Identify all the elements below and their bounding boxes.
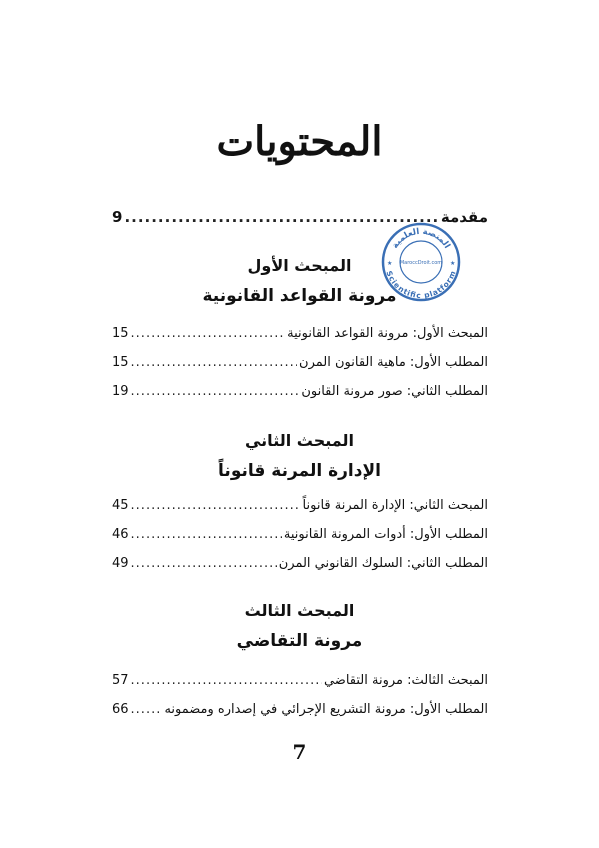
section-heading: المبحث الثالث bbox=[244, 601, 355, 620]
toc-page-number: 15 bbox=[112, 355, 129, 370]
toc-page-number: 15 bbox=[112, 326, 129, 341]
toc-label: مقدمة bbox=[440, 208, 488, 226]
section-heading: المبحث الثاني bbox=[244, 431, 354, 450]
toc-page-number: 9 bbox=[112, 208, 123, 226]
leader-dots bbox=[131, 498, 301, 513]
leader-dots bbox=[131, 673, 322, 688]
toc-label: المطلب الأول: أدوات المرونة القانونية bbox=[283, 527, 488, 542]
toc-page-number: 19 bbox=[112, 384, 129, 399]
toc-page-number: 66 bbox=[112, 702, 129, 717]
toc-entry bbox=[112, 527, 488, 549]
toc-entry bbox=[112, 556, 488, 578]
scientific-platform-stamp bbox=[381, 222, 461, 302]
toc-entry bbox=[112, 355, 488, 377]
toc-label: المطلب الأول: ماهية القانون المرن bbox=[299, 355, 488, 370]
leader-dots bbox=[131, 326, 286, 341]
section-subheading: مرونة التقاضي bbox=[236, 631, 363, 651]
page-number: 7 bbox=[292, 740, 307, 764]
leader-dots bbox=[131, 556, 277, 571]
toc-page-number: 57 bbox=[112, 673, 129, 688]
toc-entry bbox=[112, 673, 488, 695]
leader-dots bbox=[131, 384, 300, 399]
leader-dots bbox=[131, 702, 163, 717]
page-title: المحتويات bbox=[216, 118, 383, 165]
star-icon: ★ bbox=[387, 260, 393, 267]
toc-entry bbox=[112, 498, 488, 520]
toc-page-number: 46 bbox=[112, 527, 129, 542]
star-icon: ★ bbox=[450, 260, 456, 267]
toc-label: المبحث الأول: مرونة القواعد القانونية bbox=[287, 326, 488, 341]
toc-entry bbox=[112, 384, 488, 406]
toc-page-number: 45 bbox=[112, 498, 129, 513]
leader-dots bbox=[131, 355, 298, 370]
toc-label: المطلب الأول: مرونة التشريع الإجرائي في إصداره ومضمونه bbox=[164, 702, 488, 717]
stamp-arabic-text: المنصة العلمية bbox=[390, 226, 452, 251]
toc-page-number: 49 bbox=[112, 556, 129, 571]
toc-entry bbox=[112, 326, 488, 348]
section-subheading: مرونة القواعد القانونية bbox=[202, 286, 397, 306]
toc-label: المطلب الثاني: صور مرونة القانون bbox=[301, 384, 488, 399]
toc-label: المطلب الثاني: السلوك القانوني المرن bbox=[278, 556, 488, 571]
toc-label: المبحث الثاني: الإدارة المرنة قانوناً bbox=[302, 498, 488, 513]
section-heading: المبحث الأول bbox=[247, 256, 352, 275]
toc-label: المبحث الثالث: مرونة التقاضي bbox=[323, 673, 488, 688]
stamp-center-text: MaroccDroit.com bbox=[399, 260, 443, 266]
leader-dots bbox=[131, 527, 282, 542]
section-subheading: الإدارة المرنة قانوناً bbox=[218, 461, 381, 481]
stamp-english-text: Scientific platform bbox=[384, 269, 458, 301]
toc-entry bbox=[112, 702, 488, 724]
